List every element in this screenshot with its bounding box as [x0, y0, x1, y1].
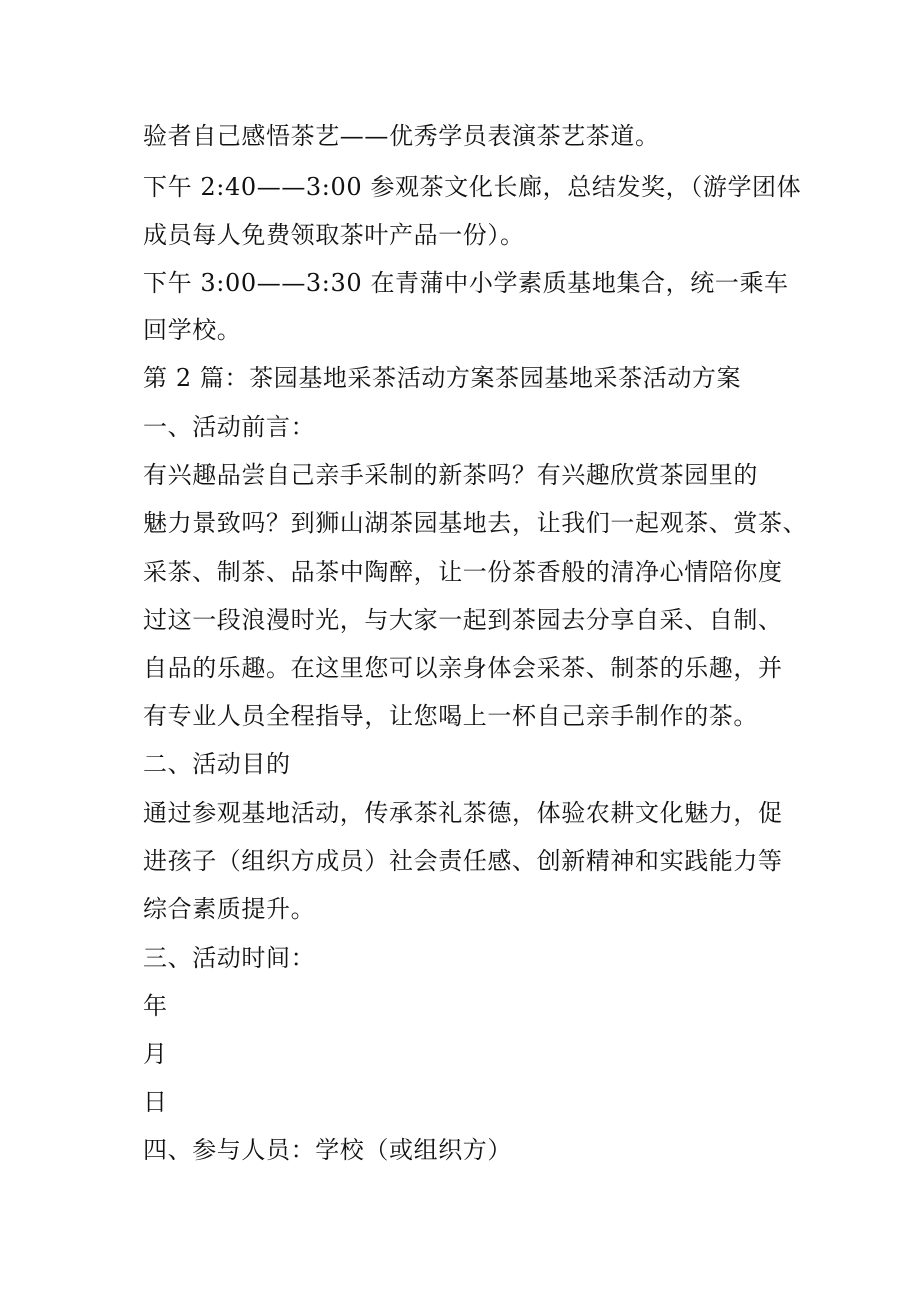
section-heading: 二、活动目的	[143, 750, 291, 778]
date-field-month: 月	[143, 1040, 168, 1068]
text-line: 通过参观基地活动，传承茶礼茶德，体验农耕文化魅力，促	[143, 799, 783, 827]
section-heading: 四、参与人员：学校（或组织方）	[143, 1136, 512, 1164]
date-field-year: 年	[143, 992, 168, 1020]
text-line: 有专业人员全程指导，让您喝上一杯自己亲手制作的茶。	[143, 702, 758, 730]
text-line: 进孩子（组织方成员）社会责任感、创新精神和实践能力等	[143, 847, 783, 875]
text-line: 回学校。	[143, 316, 242, 344]
section-title: 第 2 篇：茶园基地采茶活动方案茶园基地采茶活动方案	[143, 364, 742, 392]
section-heading: 三、活动时间：	[143, 944, 316, 972]
text-line: 成员每人免费领取茶叶产品一份）。	[143, 221, 525, 249]
text-line: 综合素质提升。	[143, 895, 316, 923]
text-line: 过这一段浪漫时光，与大家一起到茶园去分享自采、自制、	[143, 606, 783, 634]
date-field-day: 日	[143, 1088, 168, 1116]
text-line: 下午 3:00——3:30 在青蒲中小学素质基地集合，统一乘车	[143, 269, 789, 297]
text-line: 验者自己感悟茶艺——优秀学员表演茶艺茶道。	[143, 122, 660, 150]
text-line: 自品的乐趣。在这里您可以亲身体会采茶、制茶的乐趣，并	[143, 654, 783, 682]
text-line: 有兴趣品尝自己亲手采制的新茶吗？有兴趣欣赏茶园里的	[143, 461, 758, 489]
text-line: 下午 2:40——3:00 参观茶文化长廊，总结发奖，（游学团体	[143, 173, 802, 201]
section-heading: 一、活动前言：	[143, 413, 316, 441]
text-line: 魅力景致吗？到狮山湖茶园基地去，让我们一起观茶、赏茶、	[143, 509, 808, 537]
text-line: 采茶、制茶、品茶中陶醉，让一份茶香般的清净心情陪你度	[143, 558, 783, 586]
